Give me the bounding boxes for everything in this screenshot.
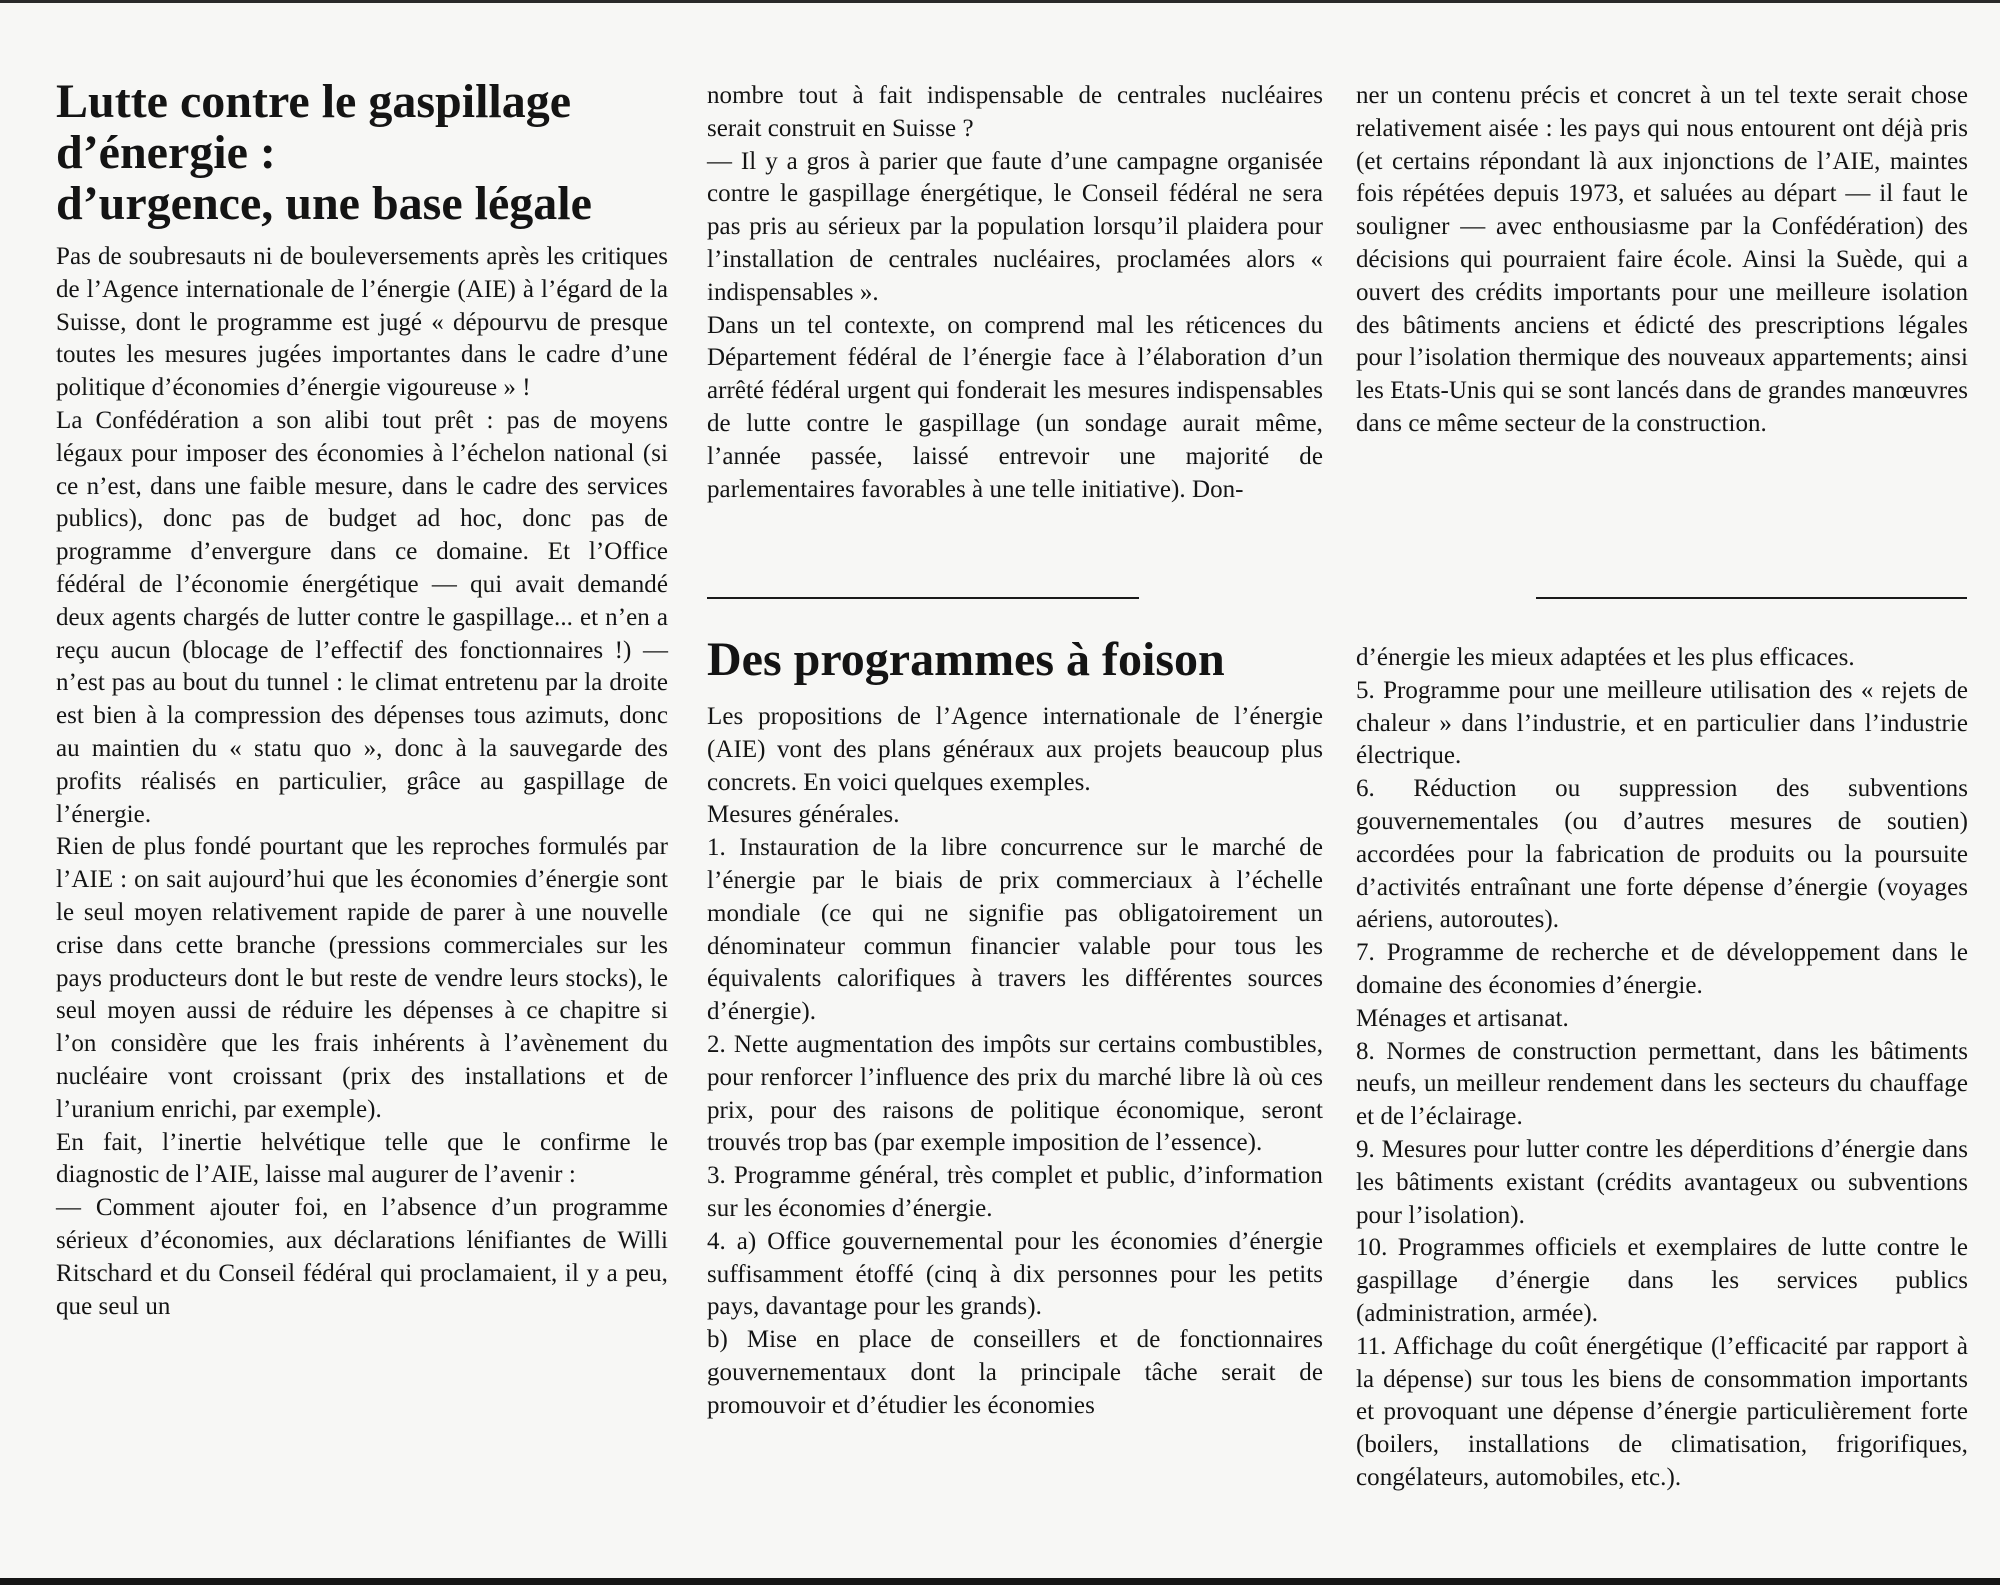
article1-title	[56, 76, 668, 229]
paragraph: — Il y a gros à parier que faute d’une campagne organisée contre le gaspillage énergétique, le Conseil fédéral ne sera pas pris au sérieux par la population lorsqu’il plaidera pour l’installation de centrales nucléaires, proclamées alors « indispensables ».	[707, 147, 1323, 306]
list-item: 5. Programme pour une meilleure utilisation des « rejets de chaleur » dans l’industrie, et en particulier dans l’industrie électrique.	[1356, 676, 1968, 770]
list-item: 2. Nette augmentation des impôts sur certains combustibles, pour renforcer l’influence des prix du marché libre là où ces prix, pour des raisons de politique économique, seront trouvés trop bas (par exemple imposition de l’essence).	[707, 1030, 1323, 1157]
article1-title-line: d’énergie :	[56, 126, 276, 179]
article2-title: Des programmes à foison	[707, 633, 1225, 686]
list-item: 10. Programmes officiels et exemplaires de lutte contre le gaspillage d’énergie dans les services publics (administration, armée).	[1356, 1234, 1968, 1327]
section-divider	[707, 597, 1139, 599]
list-item: 6. Réduction ou suppression des subventions gouvernementales (ou d’autres mesures de soutien) accordées pour la fabrication de produits ou la poursuite d’activités entraînant une forte dépense d’énergie (voyages aériens, autoroutes).	[1356, 775, 1968, 934]
paragraph: Rien de plus fondé pourtant que les reproches formulés par l’AIE : on sait aujourd’hui que les économies d’énergie sont le seul moyen relativement rapide de parer à une nouvelle crise dans cette branche (pressions commerciales sur les pays producteurs dont le but reste de vendre leurs stocks), le seul moyen aussi de réduire les dépenses à ce chapitre si l’on considère que les frais inhérents à l’avènement du nucléaire vont croissant (prix des installations et de l’uranium enrichi, par exemple).	[56, 833, 668, 1123]
list-item: d’énergie les mieux adaptées et les plus efficaces.	[1356, 644, 1855, 671]
list-item: 8. Normes de construction permettant, dans les bâtiments neufs, un meilleur rendement dans les secteurs du chauffage et de l’éclairage.	[1356, 1037, 1968, 1131]
article1-title-line: d’urgence, une base légale	[56, 177, 592, 230]
paragraph: nombre tout à fait indispensable de centrales nucléaires serait construit en Suisse ?	[707, 82, 1323, 142]
paragraph: En fait, l’inertie helvétique telle que le confirme le diagnostic de l’AIE, laisse mal augurer de l’avenir :	[56, 1128, 668, 1189]
section-subheading: Ménages et artisanat.	[1356, 1004, 1569, 1032]
top-rule	[0, 0, 2000, 3]
article1-column-middle	[707, 80, 1323, 506]
paragraph: Dans un tel contexte, on comprend mal les réticences du Département fédéral de l’énergie face à l’élaboration d’un arrêté fédéral urgent qui fonderait les mesures indispensables de lutte contre le gaspillage (un sondage aurait même, l’année passée, laissé entrevoir une majorité de parlementaires favorables à une telle initiative). Don-	[707, 311, 1323, 503]
paragraph: Les propositions de l’Agence internationale de l’énergie (AIE) vont des plans généraux aux projets beaucoup plus concrets. En voici quelques exemples.	[707, 703, 1323, 796]
section-subheading: Mesures générales.	[707, 801, 900, 829]
article1-column-right	[1356, 80, 1968, 441]
paragraph: Pas de soubresauts ni de bouleversements après les critiques de l’Agence internationale de l’énergie (AIE) à l’égard de la Suisse, dont le programme est jugé « dépourvu de presque toutes les mesures jugées importantes dans le cadre d’une politique d’économies d’énergie vigoureuse » !	[56, 243, 668, 402]
paragraph: — Comment ajouter foi, en l’absence d’un programme sérieux d’économies, aux déclarations lénifiantes de Willi Ritschard et du Conseil fédéral qui proclamaient, il y a peu, que seul un	[56, 1194, 668, 1320]
list-item: 1. Instauration de la libre concurrence sur le marché de l’énergie par le biais de prix commerciaux à l’échelle mondiale (ce qui ne signifie pas obligatoirement un dénominateur commun financier valable pour tous les équivalents calorifiques à travers les différentes sources d’énergie).	[707, 834, 1323, 1026]
list-item: 3. Programme général, très complet et public, d’information sur les économies d’énergie.	[707, 1162, 1323, 1222]
article2-column-right	[1356, 642, 1968, 1495]
list-item: 4. a) Office gouvernemental pour les économies d’énergie suffisamment étoffé (cinq à dix personnes pour les petits pays, davantage pour les grands).	[707, 1227, 1323, 1321]
list-item: 9. Mesures pour lutter contre les déperditions d’énergie dans les bâtiments existant (crédits avantageux ou subventions pour l’isolation).	[1356, 1135, 1968, 1229]
section-divider	[1536, 597, 1967, 599]
list-item: 11. Affichage du coût énergétique (l’efficacité par rapport à la dépense) sur tous les biens de consommation importants et provoquant une dépense d’énergie particulièrement forte (boilers, installations de climatisation, frigorifiques, congélateurs, automobiles, etc.).	[1356, 1332, 1968, 1491]
article1-title-line: Lutte contre le gaspillage	[56, 75, 572, 128]
paragraph: La Confédération a son alibi tout prêt : pas de moyens légaux pour imposer des économies à l’échelon national (si ce n’est, dans une faible mesure, dans le cadre des services publics), donc pas de budget ad hoc, donc pas de programme d’envergure dans ce domaine. Et l’Office fédéral de l’économie énergétique — qui avait demandé deux agents chargés de lutter contre le gaspillage... et n’en a reçu aucun (blocage de l’effectif des fonctionnaires !) — n’est pas au bout du tunnel : le climat entretenu par la droite est bien à la compression des dépenses tous azimuts, donc au maintien du « statu quo », donc à la sauvegarde des profits réalisés en particulier, grâce au gaspillage de l’énergie.	[56, 406, 668, 828]
article1-column-left	[56, 76, 668, 1323]
paragraph: ner un contenu précis et concret à un tel texte serait chose relativement aisée : les pays qui nous entourent ont déjà pris (et certains répondant là aux injonctions de l’AIE, maintes fois répétées depuis 1973, et saluées au départ — il faut le souligner — avec enthousiasme par la Confédération) des décisions qui pourraient faire école. Ainsi la Suède, qui a ouvert des crédits importants pour une meilleure isolation des bâtiments anciens et édicté des prescriptions légales pour l’isolation thermique des nouveaux appartements; ainsi les Etats-Unis qui se sont lancés dans de grandes manœuvres dans ce même secteur de la construction.	[1356, 82, 1968, 437]
article2-column-middle	[707, 633, 1323, 1423]
list-item: b) Mise en place de conseillers et de fonctionnaires gouvernementaux dont la principale tâche serait de promouvoir et d’étudier les économies	[707, 1326, 1323, 1419]
list-item: 7. Programme de recherche et de développement dans le domaine des économies d’énergie.	[1356, 939, 1968, 999]
bottom-rule	[0, 1578, 2000, 1585]
